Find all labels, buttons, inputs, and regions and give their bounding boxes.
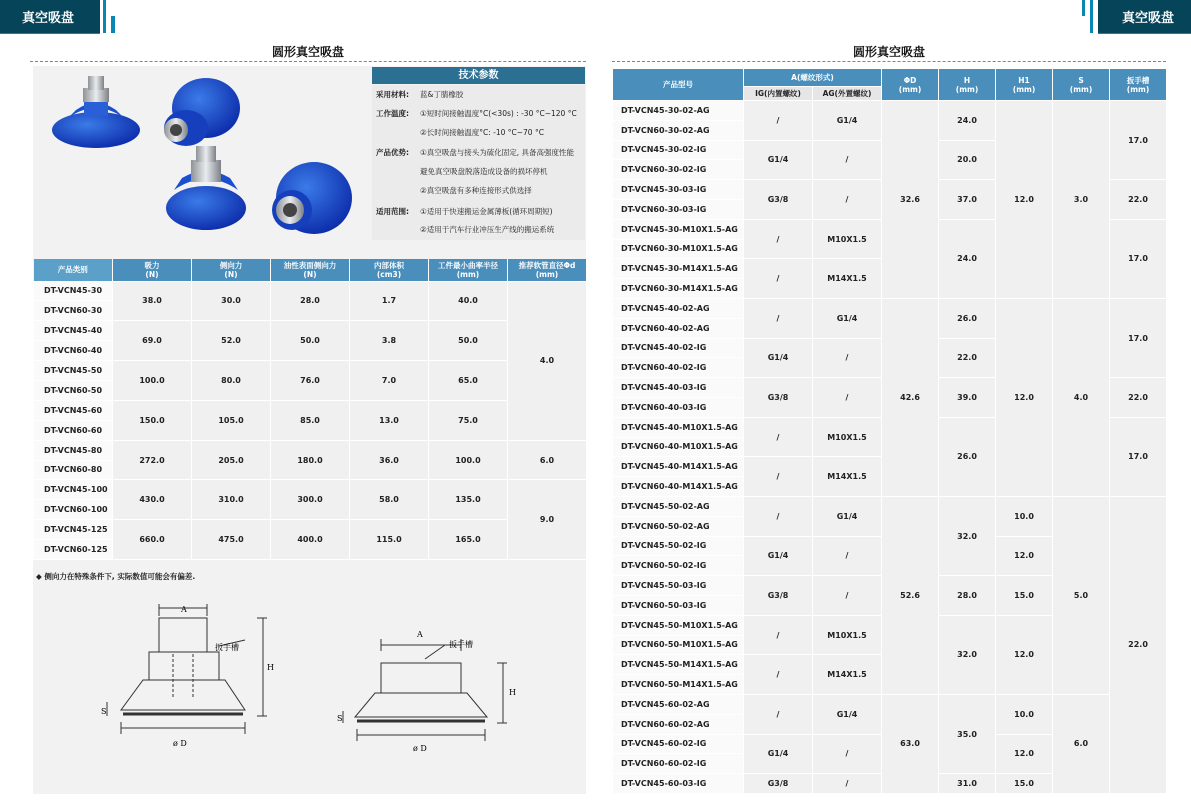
value-cell: 7.0 — [350, 361, 429, 401]
value-cell: 180.0 — [271, 440, 350, 480]
h1-cell: 12.0 — [996, 101, 1053, 299]
value-cell: 272.0 — [113, 440, 192, 480]
header-tab-left — [0, 0, 100, 33]
value-cell: 85.0 — [271, 400, 350, 440]
spec-text: ②真空吸盘有多种连接形式供选择 — [420, 186, 532, 195]
ig-cell: / — [744, 101, 813, 141]
model-cell: DT-VCN45-30 — [34, 281, 113, 301]
diameter-cell: 52.6 — [882, 496, 939, 694]
spec-label: 适用范围: — [376, 207, 409, 216]
model-cell: DT-VCN60-50 — [34, 380, 113, 400]
value-cell: 69.0 — [113, 321, 192, 361]
height-cell: 22.0 — [939, 338, 996, 378]
drawing-label-s: S — [337, 714, 343, 723]
h1-cell: 10.0 — [996, 694, 1053, 734]
ig-cell: / — [744, 417, 813, 457]
right-section-title: 圆形真空吸盘 — [852, 45, 925, 59]
spec-row — [376, 148, 574, 158]
model-cell: DT-VCN60-100 — [34, 500, 113, 520]
model-cell: DT-VCN45-60 — [34, 400, 113, 420]
model-cell: DT-VCN60-30-02-IG — [613, 160, 744, 180]
col-ig: IG(内置螺纹) — [744, 87, 813, 101]
drawing-label-d: ø D — [413, 744, 427, 753]
height-cell: 28.0 — [939, 576, 996, 616]
hose-cell: 6.0 — [508, 440, 587, 480]
table-header: 推荐软管直径Φd (mm) — [508, 259, 587, 281]
h1-cell: 12.0 — [996, 734, 1053, 774]
dimension-drawing-ag — [335, 625, 525, 755]
dimension-table — [612, 68, 1167, 794]
suction-cup-photo — [272, 162, 352, 234]
drawing-label-a: A — [417, 630, 423, 639]
ag-cell: M10X1.5 — [813, 615, 882, 655]
model-cell: DT-VCN45-50-02-AG — [613, 496, 744, 516]
model-cell: DT-VCN45-40-02-IG — [613, 338, 744, 358]
model-cell: DT-VCN60-50-02-IG — [613, 556, 744, 576]
ig-cell: / — [744, 259, 813, 299]
left-section-title: 圆形真空吸盘 — [271, 45, 344, 59]
right-divider — [612, 61, 1166, 62]
suction-cup-photo — [166, 146, 246, 230]
ig-cell: / — [744, 298, 813, 338]
table-row — [34, 281, 587, 301]
spec-row — [376, 128, 544, 138]
value-cell: 65.0 — [429, 361, 508, 401]
model-cell: DT-VCN45-50-02-IG — [613, 536, 744, 556]
model-cell: DT-VCN60-40-M14X1.5-AG — [613, 477, 744, 497]
value-cell: 100.0 — [113, 361, 192, 401]
value-cell: 660.0 — [113, 520, 192, 560]
value-cell: 30.0 — [192, 281, 271, 321]
spec-text: ①适用于快速搬运金属薄板(循环周期短) — [420, 207, 553, 216]
spec-text: 避免真空吸盘脱落造成设备的损坏停机 — [420, 167, 548, 176]
table-row — [34, 321, 587, 341]
drawing-label-h: H — [509, 688, 516, 697]
ag-cell: / — [813, 338, 882, 378]
model-cell: DT-VCN60-40 — [34, 341, 113, 361]
ig-cell: G1/4 — [744, 338, 813, 378]
table-row — [613, 298, 1167, 318]
ig-cell: / — [744, 496, 813, 536]
ag-cell: M14X1.5 — [813, 655, 882, 695]
model-cell: DT-VCN45-40-M10X1.5-AG — [613, 417, 744, 437]
spec-text: ②适用于汽车行业冲压生产线的搬运系统 — [420, 225, 555, 234]
hose-cell: 9.0 — [508, 480, 587, 560]
model-cell: DT-VCN60-50-M14X1.5-AG — [613, 675, 744, 695]
ig-cell: / — [744, 615, 813, 655]
wrench-cell: 17.0 — [1110, 101, 1167, 180]
value-cell: 58.0 — [350, 480, 429, 520]
diameter-cell: 32.6 — [882, 101, 939, 299]
drawing-label-wrench: 扳手槽 — [449, 640, 473, 649]
performance-table — [33, 259, 587, 560]
value-cell: 430.0 — [113, 480, 192, 520]
ag-cell: / — [813, 576, 882, 616]
model-cell: DT-VCN45-50-M14X1.5-AG — [613, 655, 744, 675]
model-cell: DT-VCN45-60-03-IG — [613, 774, 744, 794]
ig-cell: G1/4 — [744, 140, 813, 180]
value-cell: 150.0 — [113, 400, 192, 440]
wrench-cell: 17.0 — [1110, 298, 1167, 377]
height-cell: 26.0 — [939, 417, 996, 496]
model-cell: DT-VCN45-100 — [34, 480, 113, 500]
value-cell: 475.0 — [192, 520, 271, 560]
value-cell: 300.0 — [271, 480, 350, 520]
model-cell: DT-VCN60-30-M14X1.5-AG — [613, 279, 744, 299]
value-cell: 75.0 — [429, 400, 508, 440]
value-cell: 76.0 — [271, 361, 350, 401]
col-model: 产品型号 — [613, 69, 744, 101]
value-cell: 400.0 — [271, 520, 350, 560]
wrench-cell: 17.0 — [1110, 417, 1167, 496]
spec-text: ②长时间接触温度°C: -10 °C~70 °C — [420, 128, 544, 137]
value-cell: 205.0 — [192, 440, 271, 480]
table-row — [34, 480, 587, 500]
ig-cell: G1/4 — [744, 734, 813, 774]
value-cell: 100.0 — [429, 440, 508, 480]
ag-cell: / — [813, 378, 882, 418]
header-underline — [0, 33, 100, 34]
suction-cup-photo — [52, 76, 140, 148]
table-header: 内部体积 (cm3) — [350, 259, 429, 281]
spec-label: 产品优势: — [376, 148, 409, 157]
spec-row — [376, 109, 577, 119]
height-cell: 39.0 — [939, 378, 996, 418]
h1-cell: 15.0 — [996, 576, 1053, 616]
model-cell: DT-VCN60-50-02-AG — [613, 516, 744, 536]
table-row — [34, 361, 587, 381]
ag-cell: G1/4 — [813, 694, 882, 734]
spec-title: 技术参数 — [372, 67, 585, 84]
spec-row — [376, 167, 548, 177]
ag-cell: M14X1.5 — [813, 259, 882, 299]
value-cell: 52.0 — [192, 321, 271, 361]
col-s: S (mm) — [1053, 69, 1110, 101]
model-cell: DT-VCN45-30-M10X1.5-AG — [613, 219, 744, 239]
header-tab-right-label: 真空吸盘 — [1122, 11, 1175, 26]
model-cell: DT-VCN60-30-03-IG — [613, 199, 744, 219]
ag-cell: M14X1.5 — [813, 457, 882, 497]
value-cell: 40.0 — [429, 281, 508, 321]
model-cell: DT-VCN45-60-02-AG — [613, 694, 744, 714]
model-cell: DT-VCN60-60 — [34, 420, 113, 440]
model-cell: DT-VCN60-40-02-AG — [613, 318, 744, 338]
spec-row — [376, 207, 553, 217]
height-cell: 24.0 — [939, 219, 996, 298]
value-cell: 310.0 — [192, 480, 271, 520]
header-accent-bar — [111, 16, 115, 33]
ag-cell: / — [813, 774, 882, 794]
spec-row — [376, 225, 554, 235]
value-cell: 38.0 — [113, 281, 192, 321]
wrench-cell: 22.0 — [1110, 496, 1167, 793]
col-height: H (mm) — [939, 69, 996, 101]
header-underline — [1098, 33, 1191, 34]
s-cell: 6.0 — [1053, 694, 1110, 793]
value-cell: 1.7 — [350, 281, 429, 321]
col-h1: H1 (mm) — [996, 69, 1053, 101]
table-header: 工件最小曲率半径 (mm) — [429, 259, 508, 281]
ag-cell: M10X1.5 — [813, 417, 882, 457]
model-cell: DT-VCN45-30-02-AG — [613, 101, 744, 121]
h1-cell: 12.0 — [996, 298, 1053, 496]
col-thread-type: A(螺纹形式) — [744, 69, 882, 87]
model-cell: DT-VCN45-80 — [34, 440, 113, 460]
model-cell: DT-VCN60-30 — [34, 301, 113, 321]
value-cell: 105.0 — [192, 400, 271, 440]
spec-text: 蓝&丁腈橡胶 — [420, 90, 464, 99]
h1-cell: 15.0 — [996, 774, 1053, 794]
s-cell: 4.0 — [1053, 298, 1110, 496]
value-cell: 115.0 — [350, 520, 429, 560]
col-diameter: ΦD (mm) — [882, 69, 939, 101]
model-cell: DT-VCN60-40-03-IG — [613, 397, 744, 417]
model-cell: DT-VCN60-50-03-IG — [613, 595, 744, 615]
value-cell: 50.0 — [271, 321, 350, 361]
model-cell: DT-VCN45-30-02-IG — [613, 140, 744, 160]
height-cell: 32.0 — [939, 615, 996, 694]
model-cell: DT-VCN45-30-M14X1.5-AG — [613, 259, 744, 279]
col-ag: AG(外置螺纹) — [813, 87, 882, 101]
spec-box — [372, 85, 585, 240]
value-cell: 3.8 — [350, 321, 429, 361]
model-cell: DT-VCN45-50-M10X1.5-AG — [613, 615, 744, 635]
spec-text: ①真空吸盘与接头为硫化固定, 具备高强度性能 — [420, 148, 574, 157]
wrench-cell: 17.0 — [1110, 219, 1167, 298]
table-header: 油性表面侧向力 (N) — [271, 259, 350, 281]
wrench-cell: 22.0 — [1110, 378, 1167, 418]
model-cell: DT-VCN45-40-02-AG — [613, 298, 744, 318]
model-cell: DT-VCN60-40-M10X1.5-AG — [613, 437, 744, 457]
h1-cell: 10.0 — [996, 496, 1053, 536]
header-tab-left-label: 真空吸盘 — [22, 11, 75, 26]
model-cell: DT-VCN60-50-M10X1.5-AG — [613, 635, 744, 655]
footnote: ◆ 侧向力在特殊条件下, 实际数值可能会有偏差. — [36, 572, 196, 581]
drawing-label-d: ø D — [173, 739, 187, 748]
ag-cell: / — [813, 536, 882, 576]
model-cell: DT-VCN45-50 — [34, 361, 113, 381]
ig-cell: / — [744, 457, 813, 497]
wrench-cell: 22.0 — [1110, 180, 1167, 220]
header-accent-bar — [1090, 0, 1093, 33]
ig-cell: G3/8 — [744, 378, 813, 418]
suction-cup-photo — [164, 78, 240, 146]
value-cell: 165.0 — [429, 520, 508, 560]
model-cell: DT-VCN45-40-03-IG — [613, 378, 744, 398]
left-divider — [30, 61, 586, 62]
model-cell: DT-VCN60-125 — [34, 540, 113, 560]
height-cell: 20.0 — [939, 140, 996, 180]
value-cell: 135.0 — [429, 480, 508, 520]
table-row — [613, 496, 1167, 516]
value-cell: 13.0 — [350, 400, 429, 440]
model-cell: DT-VCN45-60-02-IG — [613, 734, 744, 754]
col-wrench: 扳手槽 (mm) — [1110, 69, 1167, 101]
value-cell: 28.0 — [271, 281, 350, 321]
drawing-label-wrench: 扳手槽 — [215, 643, 239, 652]
model-cell: DT-VCN60-60-02-AG — [613, 714, 744, 734]
ig-cell: G3/8 — [744, 774, 813, 794]
spec-label: 采用材料: — [376, 90, 409, 99]
model-cell: DT-VCN60-30-02-AG — [613, 120, 744, 140]
ig-cell: G1/4 — [744, 536, 813, 576]
table-row — [613, 101, 1167, 121]
ig-cell: G3/8 — [744, 576, 813, 616]
height-cell: 26.0 — [939, 298, 996, 338]
header-accent-bar — [1082, 0, 1085, 16]
dimension-drawing-ig — [95, 598, 285, 758]
ag-cell: G1/4 — [813, 101, 882, 141]
height-cell: 37.0 — [939, 180, 996, 220]
table-row — [34, 400, 587, 420]
header-tab-right — [1098, 0, 1191, 33]
ag-cell: G1/4 — [813, 496, 882, 536]
model-cell: DT-VCN60-80 — [34, 460, 113, 480]
drawing-label-s: S — [101, 707, 107, 716]
s-cell: 3.0 — [1053, 101, 1110, 299]
table-row — [34, 440, 587, 460]
h1-cell: 12.0 — [996, 615, 1053, 694]
value-cell: 36.0 — [350, 440, 429, 480]
spec-text: ①短时间接触温度°C(<30s) : -30 °C~120 °C — [420, 109, 577, 118]
model-cell: DT-VCN45-50-03-IG — [613, 576, 744, 596]
height-cell: 31.0 — [939, 774, 996, 794]
product-photos — [46, 68, 366, 248]
ag-cell: G1/4 — [813, 298, 882, 338]
model-cell: DT-VCN45-30-03-IG — [613, 180, 744, 200]
hose-cell: 4.0 — [508, 281, 587, 440]
ig-cell: / — [744, 219, 813, 259]
value-cell: 50.0 — [429, 321, 508, 361]
value-cell: 80.0 — [192, 361, 271, 401]
model-cell: DT-VCN60-40-02-IG — [613, 358, 744, 378]
drawing-label-h: H — [267, 663, 274, 672]
model-cell: DT-VCN45-40-M14X1.5-AG — [613, 457, 744, 477]
model-cell: DT-VCN60-30-M10X1.5-AG — [613, 239, 744, 259]
spec-row — [376, 90, 463, 100]
height-cell: 24.0 — [939, 101, 996, 141]
model-cell: DT-VCN45-125 — [34, 520, 113, 540]
ig-cell: / — [744, 694, 813, 734]
model-cell: DT-VCN60-60-02-IG — [613, 754, 744, 774]
table-row — [613, 694, 1167, 714]
h1-cell: 12.0 — [996, 536, 1053, 576]
header-accent-bar — [103, 0, 106, 33]
spec-label: 工作温度: — [376, 109, 409, 118]
ag-cell: M10X1.5 — [813, 219, 882, 259]
ig-cell: / — [744, 655, 813, 695]
diameter-cell: 63.0 — [882, 694, 939, 793]
height-cell: 35.0 — [939, 694, 996, 773]
diameter-cell: 42.6 — [882, 298, 939, 496]
drawing-label-a: A — [181, 605, 187, 614]
ig-cell: G3/8 — [744, 180, 813, 220]
ag-cell: / — [813, 734, 882, 774]
table-row — [34, 520, 587, 540]
table-header: 侧向力 (N) — [192, 259, 271, 281]
ag-cell: / — [813, 140, 882, 180]
height-cell: 32.0 — [939, 496, 996, 575]
ag-cell: / — [813, 180, 882, 220]
model-cell: DT-VCN45-40 — [34, 321, 113, 341]
table-header: 吸力 (N) — [113, 259, 192, 281]
s-cell: 5.0 — [1053, 496, 1110, 694]
table-header: 产品类别 — [34, 259, 113, 281]
spec-row — [376, 186, 532, 196]
